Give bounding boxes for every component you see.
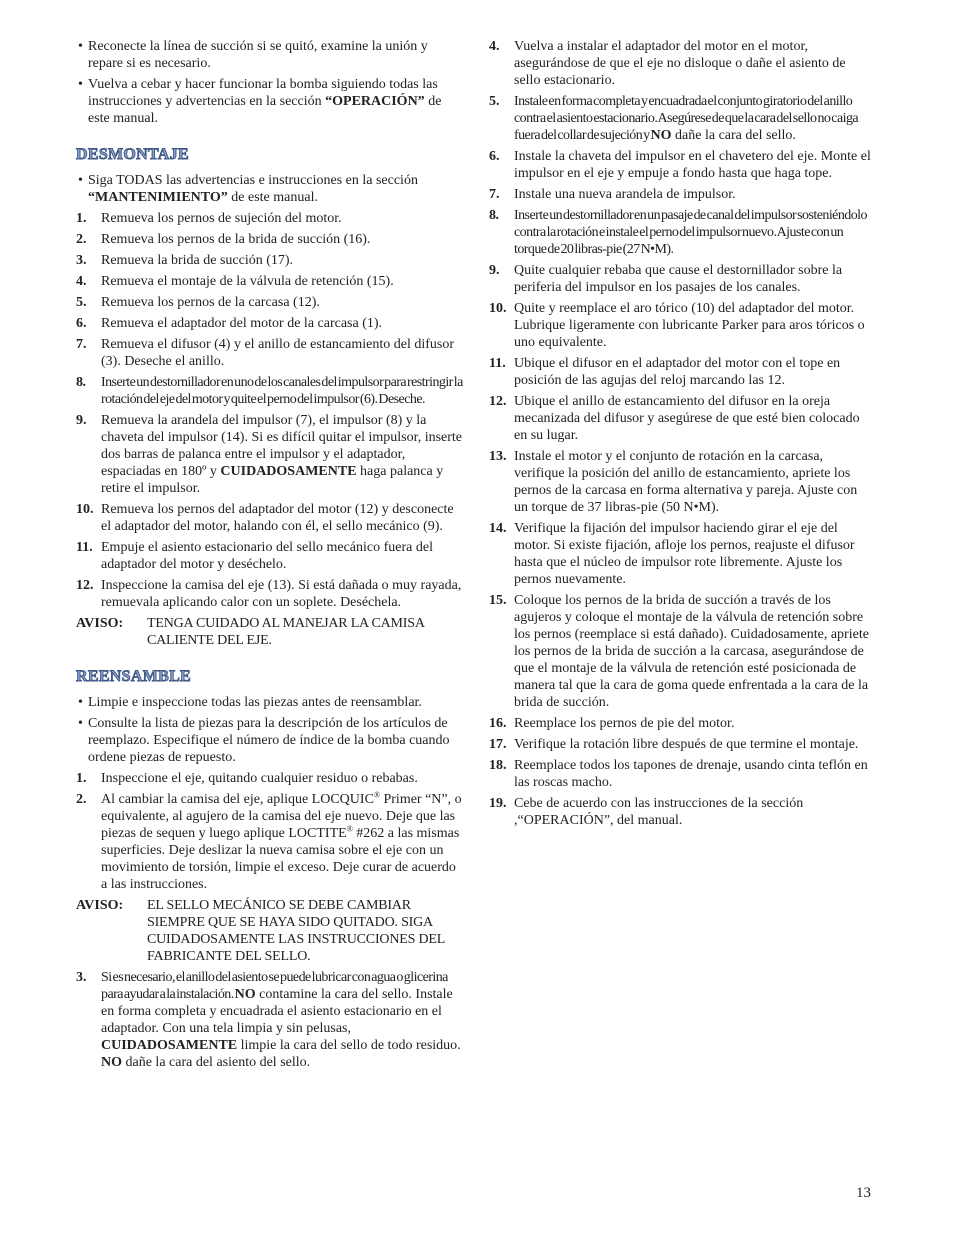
- reensamble-step: 16. Reemplace los pernos de pie del motor.: [489, 716, 735, 731]
- reensamble-step: 15. Coloque los pernos de la brida de succión a través de los agujeros y coloque el montaje de la válvula de retención sobre los pernos (reemplace si está dañado). Cuidadosamente, apriete los pernos de la brida de succión a la carcasa, asegurándose de que el montaje de la válvula de retención esté posicionada de manera tal que la cara de goma quede enfrentada a la cara de la brida de succión.: [489, 593, 869, 710]
- reensamble-step: 19. Cebe de acuerdo con las instrucciones de la sección ,“OPERACIÓN”, del manual.: [489, 796, 804, 828]
- desmontaje-step: 10. Remueva los pernos del adaptador del motor (12) y desconecte el adaptador del motor, halando con él, el sello mecánico (9).: [76, 502, 454, 534]
- reensamble-step: 9. Quite cualquier rebaba que cause el destornillador sobre la periferia del impulsor en los pasajes de los canales.: [489, 263, 843, 295]
- reensamble-step: 8. Inserte un destornillador en un pasaje de canal del impulsor sosteniéndolo contra la rotación e instale el perno del impulsor nuevo. Ajuste con un torque de 20 libras-pie (27 N•M).: [489, 208, 867, 257]
- reensamble-step: 1. Inspeccione el eje, quitando cualquier residuo o rebabas.: [76, 771, 418, 786]
- reensamble-step: 4. Vuelva a instalar el adaptador del motor en el motor, asegurándose de que el eje no disloque o dañe el asiento de sello estacionario.: [489, 39, 846, 88]
- section-heading-reensamble: REENSAMBLE: [76, 668, 192, 685]
- desmontaje-step: 9. Remueva la arandela del impulsor (7), el impulsor (8) y la chaveta del impulsor (14). Si es difícil quitar el impulsor, inserte dos barras de palanca entre el impulsor y el adaptador, espaciadas en 180º y CUIDADOSAMENTE haga palanca y retire el impulsor.: [76, 413, 463, 496]
- desmontaje-step: 7. Remueva el difusor (4) y el anillo de estancamiento del difusor (3). Deseche el anillo.: [76, 337, 455, 369]
- desmontaje-step: 4. Remueva el montaje de la válvula de retención (15).: [76, 274, 394, 289]
- aviso-note: AVISO: TENGA CUIDADO AL MANEJAR LA CAMISA CALIENTE DEL EJE.: [76, 616, 424, 648]
- desmontaje-bullet: • Siga TODAS las advertencias e instrucciones en la sección “MANTENIMIENTO” de este manual.: [78, 173, 418, 205]
- reensamble-step: 5. Instale en forma completa y encuadrada el conjunto giratorio del anillo contra el asiento estacionario. Asegúrese de que la cara del sello no caiga fuera del collar de sujeción y NO dañe la cara del sello.: [489, 94, 859, 143]
- aviso-note: AVISO: EL SELLO MECÁNICO SE DEBE CAMBIAR SIEMPRE QUE SE HAYA SIDO QUITADO. SIGA CUIDADOSAMENTE LAS INSTRUCCIONES DEL FABRICANTE DEL SELLO.: [76, 898, 445, 964]
- reensamble-bullet: • Limpie e inspeccione todas las piezas antes de reensamblar.: [78, 695, 422, 710]
- reensamble-step: 12. Ubique el anillo de estancamiento del difusor en la oreja mecanizada del difusor y asegúrese de que esté bien colocado en su lugar.: [489, 394, 860, 443]
- left-column: [76, 38, 464, 1075]
- reensamble-step: 14. Verifique la fijación del impulsor haciendo girar el eje del motor. Si existe fijación, afloje los pernos, reajuste el difusor hasta que el núcleo de impulsor rote libremente. Ajuste los pernos nuevamente.: [489, 521, 855, 587]
- reensamble-bullet: • Consulte la lista de piezas para la descripción de los artículos de reemplazo. Especifique el número de índice de la bomba cuando ordene piezas de repuesto.: [78, 716, 450, 765]
- desmontaje-step: 6. Remueva el adaptador del motor de la carcasa (1).: [76, 316, 383, 331]
- desmontaje-step: 2. Remueva los pernos de la brida de succión (16).: [76, 232, 371, 247]
- page-number: 13: [856, 1185, 871, 1201]
- reensamble-step: 6. Instale la chaveta del impulsor en el chavetero del eje. Monte el impulsor en el eje y empuje a fondo hasta que haga tope.: [489, 149, 871, 181]
- desmontaje-step: 5. Remueva los pernos de la carcasa (12).: [76, 295, 320, 310]
- right-column: [489, 38, 874, 833]
- desmontaje-step: 1. Remueva los pernos de sujeción del motor.: [76, 211, 342, 226]
- reensamble-step: 11. Ubique el difusor en el adaptador del motor con el tope en posición de las agujas del reloj marcando las 12.: [489, 356, 841, 388]
- section-heading-desmontaje: DESMONTAJE: [76, 146, 189, 163]
- desmontaje-step: 8. Inserte un destornillador en uno de los canales del impulsor para restringir la rotación del eje del motor y quite el perno del impulsor (6). Deseche.: [76, 375, 463, 407]
- reensamble-step: 10. Quite y reemplace el aro tórico (10) del adaptador del motor. Lubrique ligeramente con lubricante Parker para aros tóricos o uno equivalente.: [489, 301, 865, 350]
- reensamble-step: 13. Instale el motor y el conjunto de rotación en la carcasa, verifique la posición del anillo de estancamiento, apriete los pernos de la carcasa en forma alternativa y pareja. Ajuste con un torque de 37 libras-pie (50 N•M).: [489, 449, 858, 515]
- reensamble-step: 18. Reemplace todos los tapones de drenaje, usando cinta teflón en las roscas macho.: [489, 758, 868, 790]
- intro-bullet: • Reconecte la línea de succión si se quitó, examine la unión y repare si es necesario.: [78, 39, 428, 71]
- desmontaje-step: 12. Inspeccione la camisa del eje (13). Si está dañada o muy rayada, remuevala aplicando calor con un soplete. Deséchela.: [76, 578, 462, 610]
- reensamble-step: 17. Verifique la rotación libre después de que termine el montaje.: [489, 737, 859, 752]
- desmontaje-step: 11. Empuje el asiento estacionario del sello mecánico fuera del adaptador del motor y deséchelo.: [76, 540, 433, 572]
- intro-bullet: • Vuelva a cebar y hacer funcionar la bomba siguiendo todas las instrucciones y advertencias en la sección “OPERACIÓN” de este manual.: [78, 77, 442, 126]
- reensamble-step: 2. Al cambiar la camisa del eje, aplique LOCQUIC® Primer “N”, o equivalente, al agujero de la camisa del eje nuevo. Deje que las piezas de sequen y luego aplique LOCTITE® #262 a las mismas superficies. Deje deslizar la nueva camisa sobre el eje con un movimiento de torsión, limpie el exceso. Deje curar de acuerdo a las instrucciones.: [76, 790, 462, 892]
- reensamble-step: 3. Si es necesario, el anillo del asiento se puede lubricar con agua o glicerina para ayudar a la instalación. NO contamine la cara del sello. Instale en forma completa y encuadrada el asiento estacionario en el adaptador. Con una tela limpia y sin pelusas, CUIDADOSAMENTE limpie la cara del sello de todo residuo. NO dañe la cara del asiento del sello.: [76, 970, 461, 1070]
- reensamble-step: 7. Instale una nueva arandela de impulsor.: [489, 187, 736, 202]
- desmontaje-step: 3. Remueva la brida de succión (17).: [76, 253, 294, 268]
